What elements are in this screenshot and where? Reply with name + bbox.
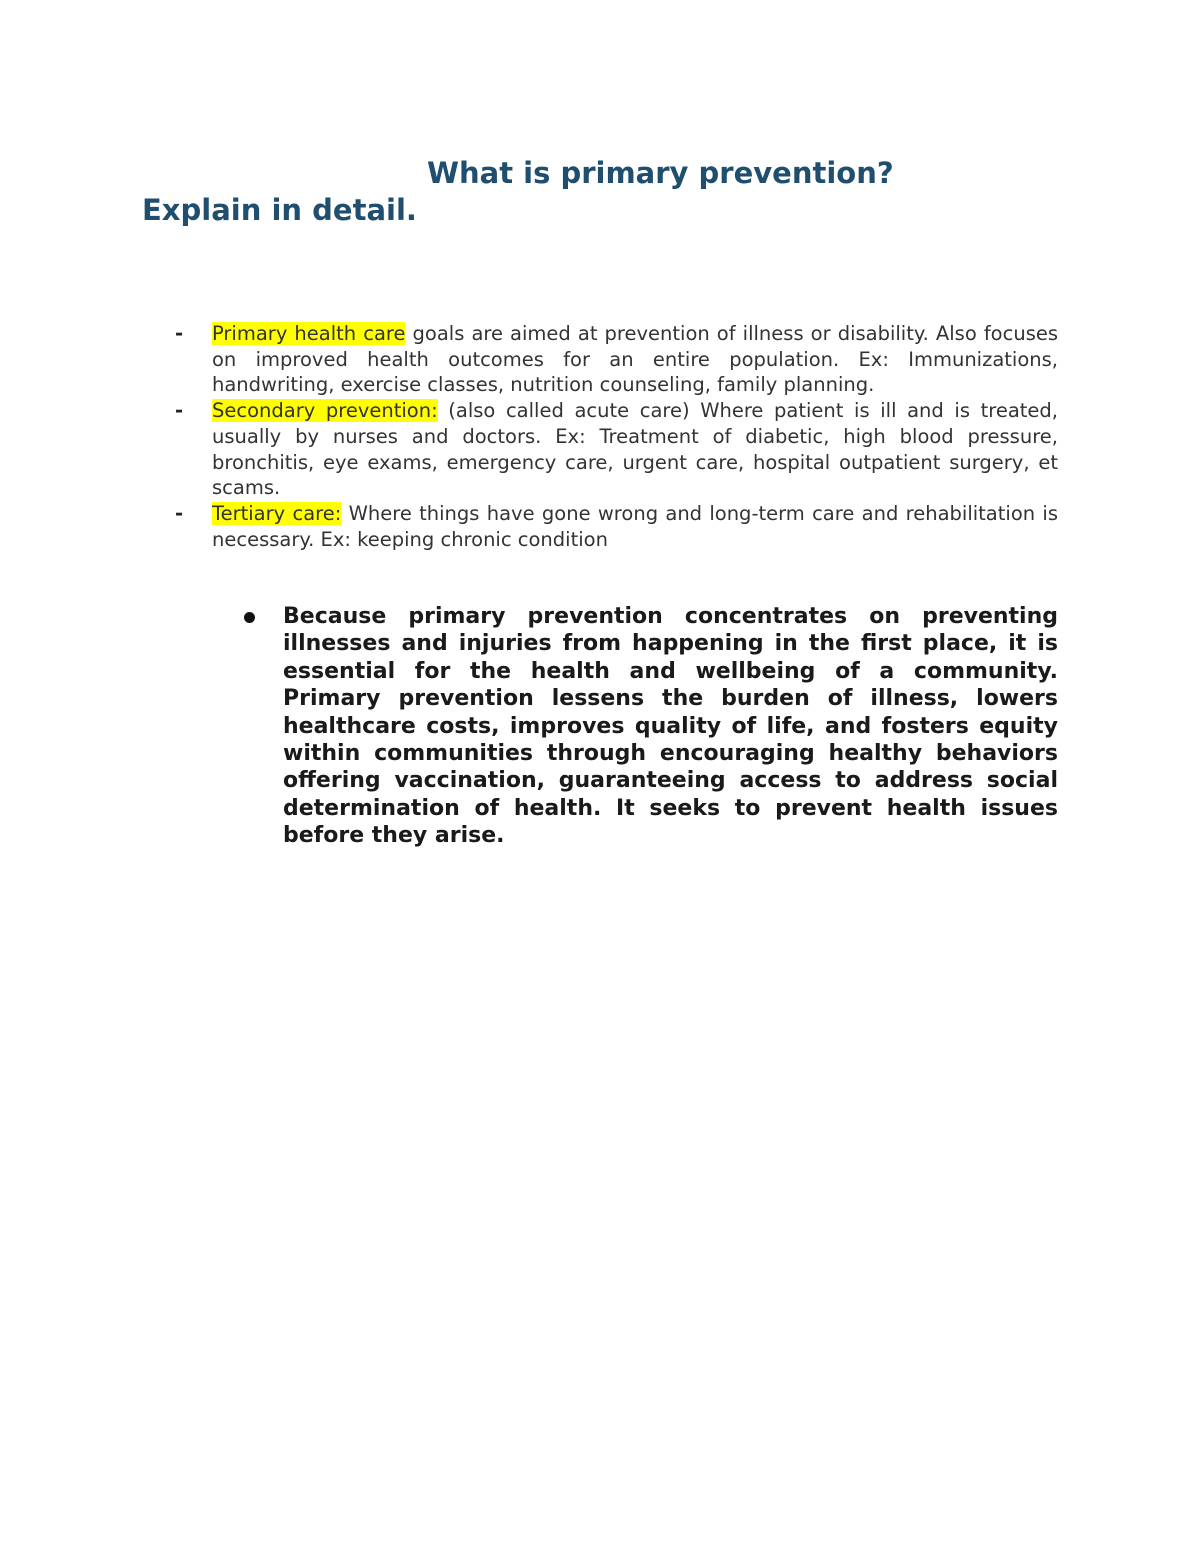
item-text: Where things have gone wrong and long-term care and rehabilitation is necessary. Ex: keeping chronic condition bbox=[212, 501, 1058, 551]
highlight-term: Secondary prevention: bbox=[212, 399, 438, 423]
item-text: goals are aimed at prevention of illness or disability. Also focuses on improved health outcomes for an entire population. Ex: Immunizations, handwriting, exercise classes, nutrition counseling, family planning. bbox=[212, 322, 1059, 397]
highlight-term: Primary health care bbox=[212, 322, 406, 345]
page-subtitle: Explain in detail. bbox=[142, 193, 417, 227]
dash-marker: - bbox=[175, 322, 184, 345]
highlight-term: Tertiary care: bbox=[212, 501, 342, 525]
list-item-primary-care bbox=[172, 321, 1058, 398]
bullet-icon bbox=[244, 612, 255, 623]
care-levels-list bbox=[172, 321, 1058, 552]
list-item-explanation bbox=[242, 603, 1058, 850]
dash-marker: - bbox=[175, 399, 184, 423]
dash-marker: - bbox=[175, 501, 184, 525]
explanation-text: Because primary prevention concentrates on preventing illnesses and injuries from happening in the first place, it is essential for the health and wellbeing of a community. Primary prevention lessens the burden of illness, lowers healthcare costs, improves quality of life, and fosters equity within communities through encouraging healthy behaviors offering vaccination, guaranteeing access to address social determination of health. It seeks to prevent health issues before they arise. bbox=[283, 604, 1058, 849]
explanation-list bbox=[242, 603, 1058, 850]
page-title: What is primary prevention? bbox=[427, 156, 894, 190]
item-text: (also called acute care) Where patient is ill and is treated, usually by nurses and doctors. Ex: Treatment of diabetic, high blood pressure, bronchitis, eye exams, emergency care, urgent care, hospital outpatient surgery, et scams. bbox=[212, 399, 1058, 500]
list-item-tertiary-care bbox=[172, 501, 1058, 552]
list-item-secondary-prevention bbox=[172, 398, 1058, 501]
